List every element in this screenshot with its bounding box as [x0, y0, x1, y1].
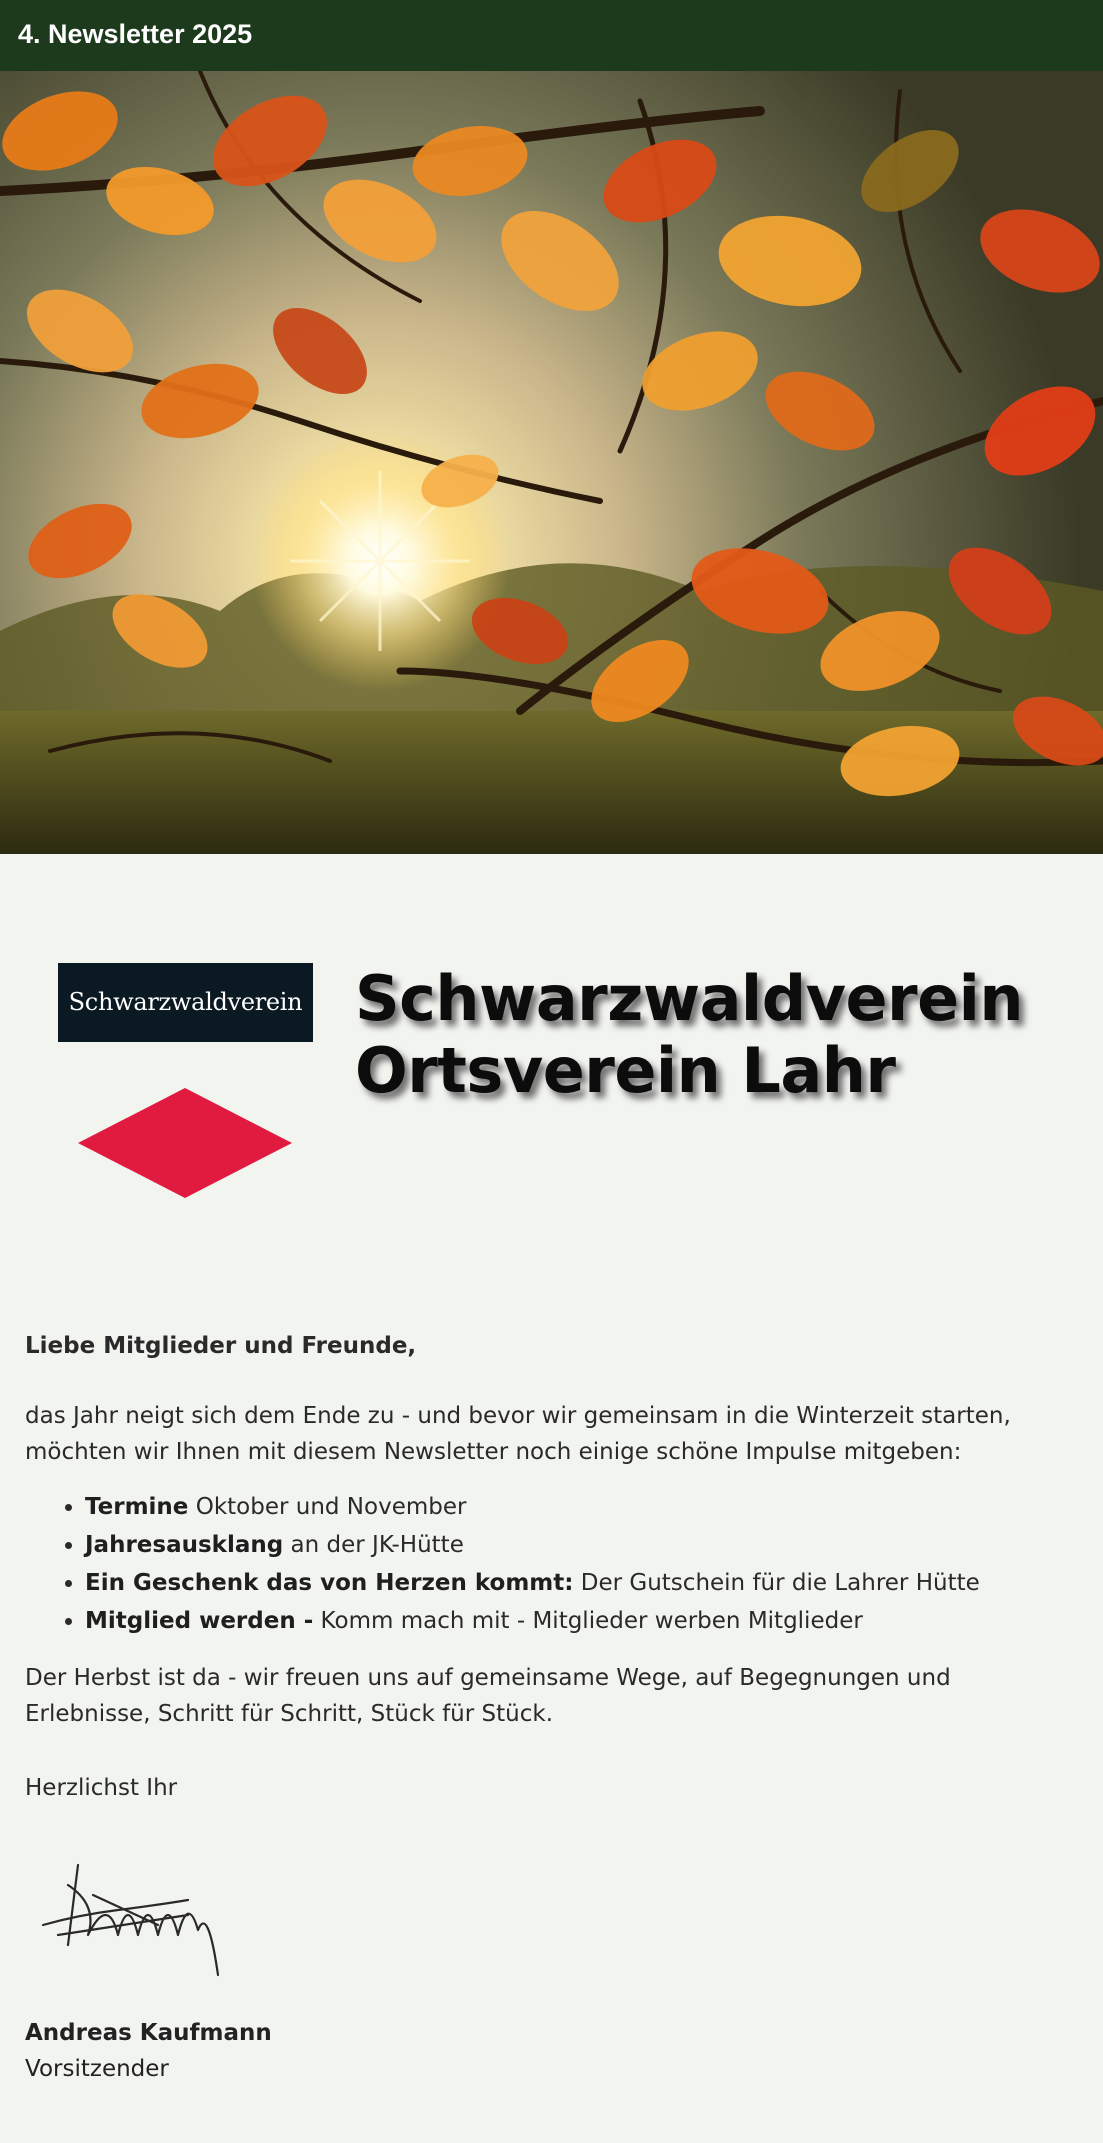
- autumn-paragraph: Der Herbst ist da - wir freuen uns auf gemeinsame Wege, auf Begegnungen und Erlebnisse, Schritt für Schritt, Stück für Stück.: [25, 1665, 951, 1727]
- greeting: Liebe Mitglieder und Freunde,: [25, 1333, 417, 1359]
- topic-text: Der Gutschein für die Lahrer Hütte: [573, 1570, 980, 1596]
- topic-title: Jahresausklang: [85, 1532, 284, 1558]
- logo-box-text: Schwarzwaldverein: [68, 988, 303, 1016]
- letter-body: [25, 1328, 1075, 1806]
- signer-name: Andreas Kaufmann: [25, 2020, 272, 2046]
- red-diamond-icon: [78, 1088, 292, 1198]
- brand-line-1: Schwarzwaldverein: [355, 962, 1024, 1035]
- topic-title: Termine: [85, 1494, 189, 1520]
- schwarzwaldverein-logo-box: [58, 963, 313, 1042]
- intro-paragraph: das Jahr neigt sich dem Ende zu - und bevor wir gemeinsam in die Winterzeit starten, möchten wir Ihnen mit diesem Newsletter noch einige schöne Impulse mitgeben:: [25, 1403, 1011, 1465]
- list-item: [85, 1488, 1075, 1526]
- topic-text: Oktober und November: [188, 1494, 467, 1520]
- brand-line-2: Ortsverein Lahr: [355, 1034, 896, 1107]
- list-item: [85, 1564, 1075, 1602]
- autumn-leaves-sunset-photo: [0, 71, 1103, 854]
- newsletter-header: [0, 0, 1103, 71]
- topic-text: an der JK-Hütte: [283, 1532, 464, 1558]
- closing-line: Herzlichst Ihr: [25, 1775, 178, 1801]
- list-item: [85, 1526, 1075, 1564]
- topic-title: Mitglied werden -: [85, 1608, 314, 1634]
- topics-list: [25, 1488, 1075, 1640]
- list-item: [85, 1602, 1075, 1640]
- organization-brand-title: [355, 963, 1055, 1107]
- signer-role: Vorsitzender: [25, 2056, 169, 2082]
- newsletter-title: 4. Newsletter 2025: [18, 19, 253, 49]
- topic-text: Komm mach mit - Mitglieder werben Mitglieder: [313, 1608, 863, 1634]
- handwritten-signature-icon: [38, 1855, 248, 1985]
- topic-title: Ein Geschenk das von Herzen kommt:: [85, 1570, 574, 1596]
